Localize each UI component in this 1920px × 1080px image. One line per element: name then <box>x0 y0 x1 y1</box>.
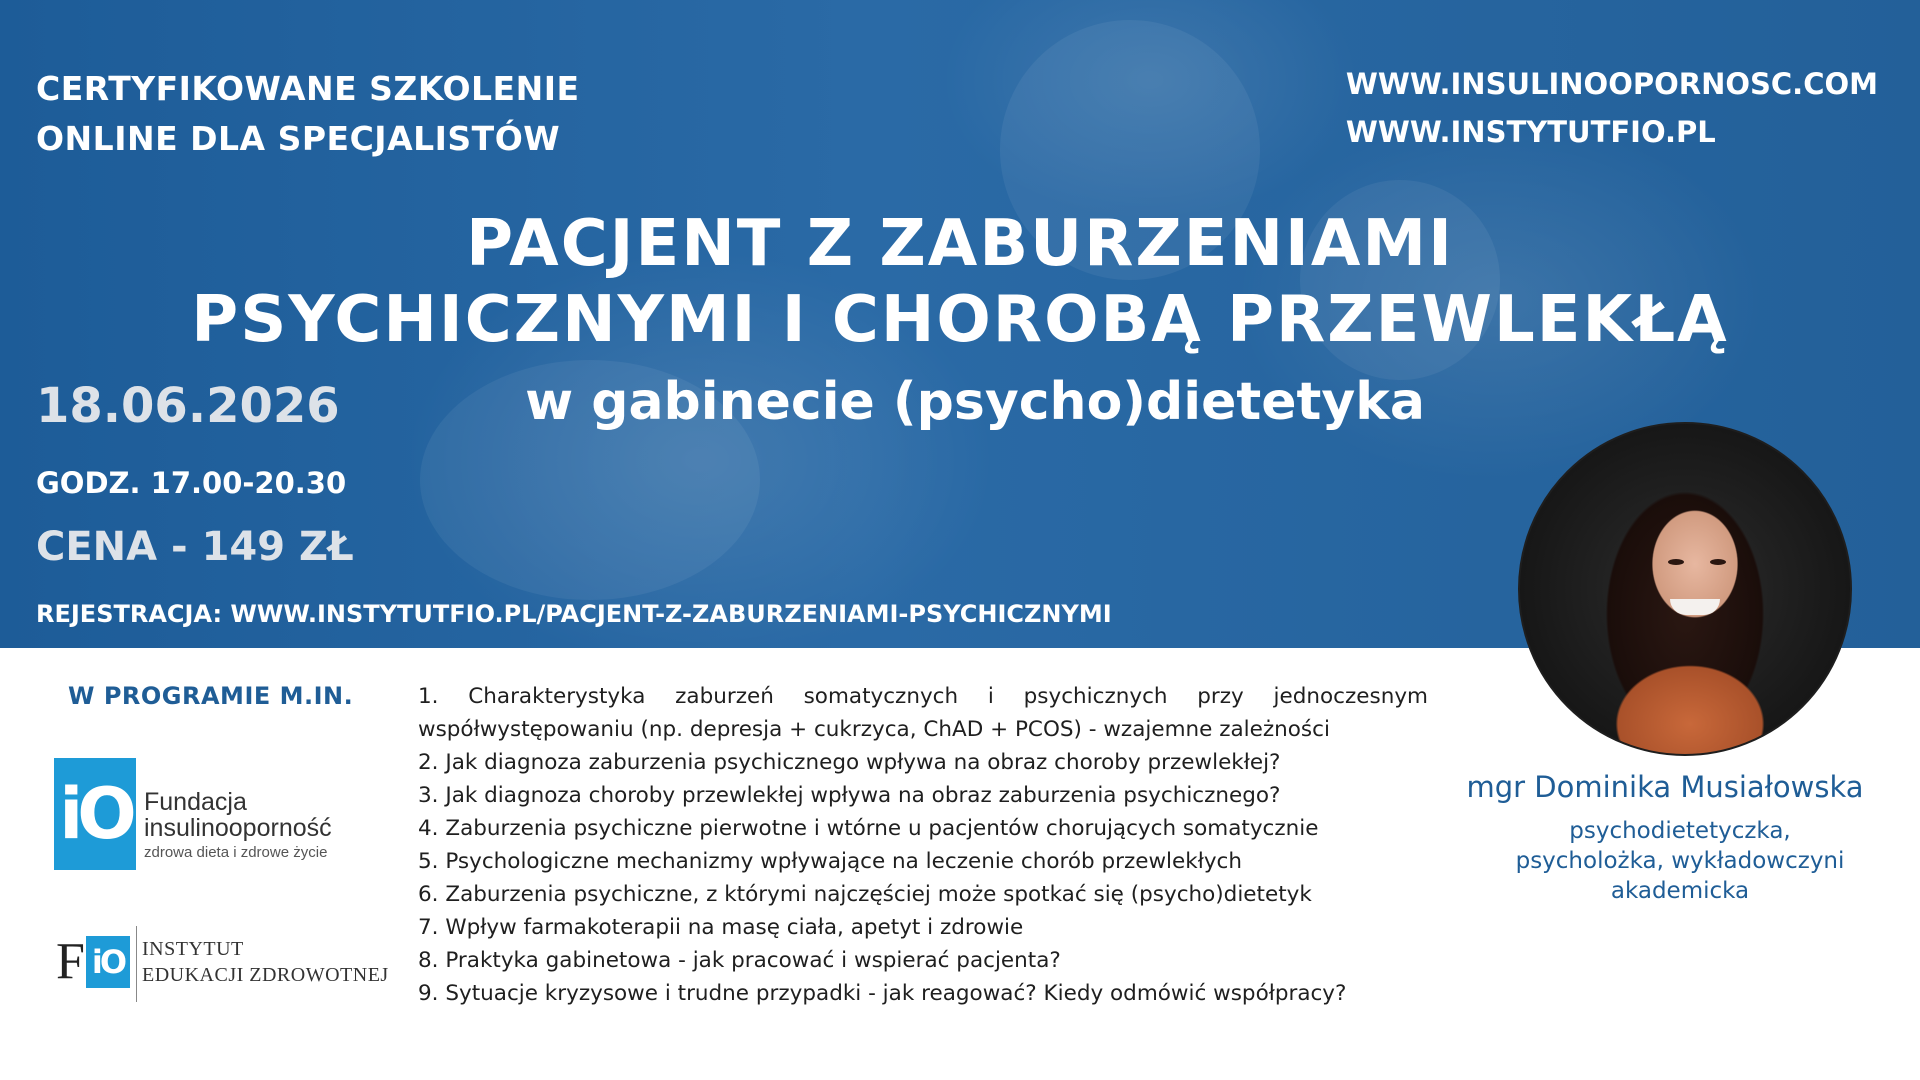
instytut-logo-f: F <box>56 933 85 990</box>
list-item: 4. Zaburzenia psychiczne pierwotne i wtórne u pacjentów chorujących somatycznie <box>418 816 1319 841</box>
program-list <box>418 680 1428 1010</box>
fundacja-name-2: insulinooporność <box>144 814 332 842</box>
list-item: 2. Jak diagnoza zaburzenia psychicznego wpływa na obraz choroby przewlekłej? <box>418 750 1281 775</box>
speaker-role-line: psychodietetyczka, <box>1569 818 1791 844</box>
list-item: 5. Psychologiczne mechanizmy wpływające na leczenie chorób przewlekłych <box>418 849 1242 874</box>
event-date: 18.06.2026 <box>36 378 340 434</box>
subtitle: w gabinecie (psycho)dietetyka <box>525 372 1425 432</box>
title-line-1: PACJENT Z ZABURZENIAMI <box>466 207 1454 281</box>
instytut-logo-mark: iO <box>86 936 130 988</box>
speaker-photo <box>1518 422 1852 756</box>
photo-detail <box>1668 559 1684 565</box>
url-link-1[interactable]: WWW.INSULINOOPORNOSC.COM <box>1345 67 1878 101</box>
speaker-name: mgr Dominika Musiałowska <box>1466 770 1864 804</box>
fundacja-name: Fundacja <box>144 788 247 816</box>
certificate-heading <box>36 64 580 164</box>
logo-divider <box>136 926 137 1002</box>
speaker-role <box>1470 816 1890 906</box>
instytut-logo <box>56 924 406 1004</box>
photo-detail <box>1670 599 1720 615</box>
instytut-name-1: INSTYTUT <box>142 938 244 960</box>
cert-line-1: CERTYFIKOWANE SZKOLENIE <box>36 69 580 108</box>
fundacja-mark-text: iO <box>59 773 131 855</box>
main-title <box>0 206 1920 358</box>
list-item: 3. Jak diagnoza choroby przewlekłej wpływa na obraz zaburzenia psychicznego? <box>418 783 1281 808</box>
url-link-2[interactable]: WWW.INSTYTUTFIO.PL <box>1345 115 1716 149</box>
cert-line-2: ONLINE DLA SPECJALISTÓW <box>36 119 561 158</box>
event-hours: GODZ. 17.00-20.30 <box>36 466 347 500</box>
registration-link[interactable]: REJESTRACJA: WWW.INSTYTUTFIO.PL/PACJENT-Z-ZABURZENIAMI-PSYCHICZNYMI <box>36 600 1112 628</box>
list-item: 8. Praktyka gabinetowa - jak pracować i wspierać pacjenta? <box>418 948 1061 973</box>
program-label: W PROGRAMIE M.IN. <box>68 682 354 710</box>
fundacja-tagline: zdrowa dieta i zdrowe życie <box>144 844 328 861</box>
fundacja-logo <box>54 758 374 872</box>
speaker-role-line: akademicka <box>1610 878 1750 904</box>
fundacja-logo-mark <box>54 758 136 870</box>
list-item: 7. Wpływ farmakoterapii na masę ciała, apetyt i zdrowie <box>418 915 1024 940</box>
speaker-role-line: psycholożka, wykładowczyni <box>1515 848 1845 874</box>
title-line-2: PSYCHICZNYMI I CHOROBĄ PRZEWLEKŁĄ <box>191 283 1729 357</box>
instytut-name-2: EDUKACJI ZDROWOTNEJ <box>142 964 389 986</box>
list-item: 1. Charakterystyka zaburzeń somatycznych i psychicznych przy jednoczesnym współwystępowaniu (np. depresja + cukrzyca, ChAD + PCOS) - wzajemne zależności <box>418 684 1428 742</box>
list-item: 9. Sytuacje kryzysowe i trudne przypadki - jak reagować? Kiedy odmówić współpracy? <box>418 981 1347 1006</box>
photo-detail <box>1710 559 1726 565</box>
list-item: 6. Zaburzenia psychiczne, z którymi najczęściej może spotkać się (psycho)dietetyk <box>418 882 1312 907</box>
website-urls <box>1346 60 1878 156</box>
event-price: CENA - 149 ZŁ <box>36 524 354 570</box>
